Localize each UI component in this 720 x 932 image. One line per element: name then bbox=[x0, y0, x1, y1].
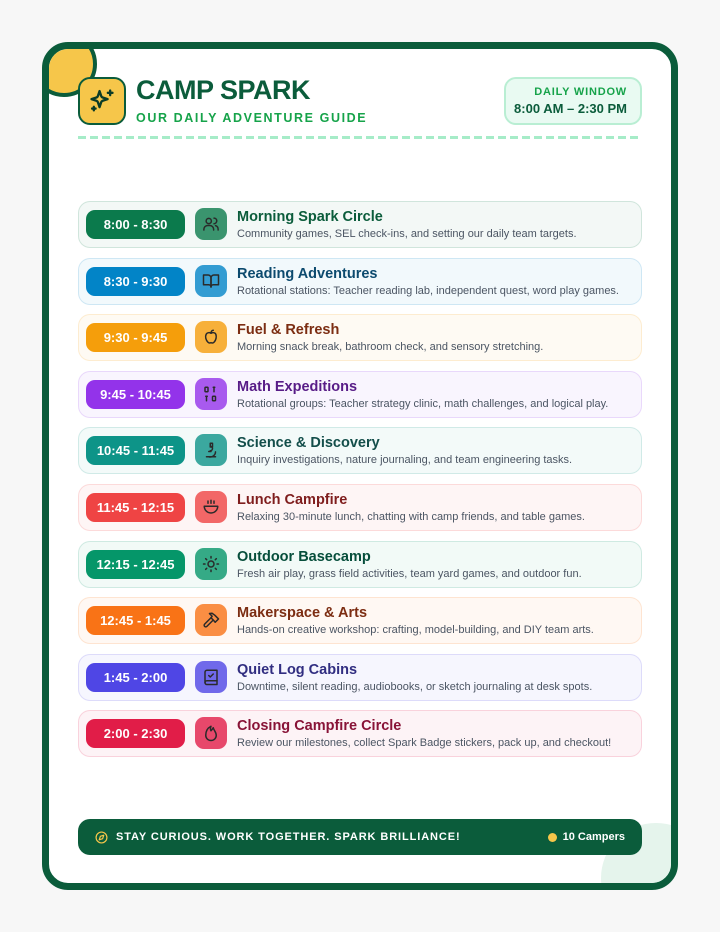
activity-title: Outdoor Basecamp bbox=[237, 548, 371, 565]
sun-icon bbox=[195, 548, 227, 580]
activity-title: Quiet Log Cabins bbox=[237, 661, 358, 678]
activity-title: Science & Discovery bbox=[237, 435, 380, 452]
activity-description: Community games, SEL check-ins, and setting our daily team targets. bbox=[237, 228, 577, 240]
time-pill: 9:30 - 9:45 bbox=[86, 323, 185, 352]
activity-title: Makerspace & Arts bbox=[237, 605, 368, 622]
page-subtitle: OUR DAILY ADVENTURE GUIDE bbox=[136, 111, 368, 125]
daily-window-label: DAILY WINDOW bbox=[534, 86, 627, 98]
time-pill: 10:45 - 11:45 bbox=[86, 436, 185, 465]
time-pill: 8:30 - 9:30 bbox=[86, 267, 185, 296]
apple-icon bbox=[195, 321, 227, 353]
footer-bar bbox=[78, 819, 642, 855]
footer-tagline: STAY CURIOUS. WORK TOGETHER. SPARK BRILLIANCE! bbox=[116, 831, 461, 843]
campers-count: 10 Campers bbox=[562, 831, 625, 843]
time-pill: 9:45 - 10:45 bbox=[86, 380, 185, 409]
time-pill: 2:00 - 2:30 bbox=[86, 719, 185, 748]
schedule-row bbox=[78, 201, 642, 248]
activity-title: Fuel & Refresh bbox=[237, 322, 340, 339]
time-pill: 1:45 - 2:00 bbox=[86, 663, 185, 692]
sparkles-icon bbox=[78, 77, 126, 125]
schedule-row bbox=[78, 597, 642, 644]
campers-dot bbox=[548, 833, 557, 842]
schedule-row bbox=[78, 710, 642, 757]
activity-description: Morning snack break, bathroom check, and sensory stretching. bbox=[237, 341, 544, 354]
flame-icon bbox=[195, 717, 227, 749]
activity-description: Relaxing 30-minute lunch, chatting with camp friends, and table games. bbox=[237, 510, 585, 523]
schedule-list bbox=[78, 201, 642, 767]
schedule-card bbox=[42, 42, 678, 890]
schedule-row bbox=[78, 371, 642, 418]
activity-description: Rotational groups: Teacher strategy clinic, math challenges, and logical play. bbox=[237, 397, 609, 410]
daily-window-badge bbox=[504, 77, 642, 125]
schedule-row bbox=[78, 258, 642, 305]
activity-title: Closing Campfire Circle bbox=[237, 718, 402, 735]
activity-description: Hands-on creative workshop: crafting, model-building, and DIY team arts. bbox=[237, 624, 594, 637]
activity-description: Inquiry investigations, nature journaling, and team engineering tasks. bbox=[237, 454, 573, 467]
activity-title: Reading Adventures bbox=[237, 265, 378, 282]
time-pill: 8:00 - 8:30 bbox=[86, 210, 185, 239]
activity-description: Fresh air play, grass field activities, team yard games, and outdoor fun. bbox=[237, 567, 582, 580]
activity-description: Rotational stations: Teacher reading lab, independent quest, word play games. bbox=[237, 284, 619, 297]
dashed-divider bbox=[78, 136, 642, 139]
hammer-icon bbox=[195, 604, 227, 636]
schedule-row bbox=[78, 484, 642, 531]
activity-description: Downtime, silent reading, audiobooks, or sketch journaling at desk spots. bbox=[237, 680, 593, 693]
schedule-row bbox=[78, 427, 642, 474]
schedule-row bbox=[78, 314, 642, 361]
schedule-row bbox=[78, 654, 642, 701]
schedule-row bbox=[78, 541, 642, 588]
book-open-icon bbox=[195, 265, 227, 297]
binary-icon bbox=[195, 378, 227, 410]
activity-title: Math Expeditions bbox=[237, 378, 358, 395]
microscope-icon bbox=[195, 434, 227, 466]
time-pill: 11:45 - 12:15 bbox=[86, 493, 185, 522]
compass-icon bbox=[95, 831, 108, 844]
activity-title: Lunch Campfire bbox=[237, 491, 348, 508]
time-pill: 12:15 - 12:45 bbox=[86, 550, 185, 579]
book-check-icon bbox=[195, 661, 227, 693]
users-icon bbox=[195, 208, 227, 240]
page-title: CAMP SPARK bbox=[136, 75, 311, 105]
soup-bowl-icon bbox=[195, 491, 227, 523]
activity-title: Morning Spark Circle bbox=[237, 209, 383, 225]
activity-description: Review our milestones, collect Spark Badge stickers, pack up, and checkout! bbox=[237, 737, 612, 750]
time-pill: 12:45 - 1:45 bbox=[86, 606, 185, 635]
daily-window-time: 8:00 AM – 2:30 PM bbox=[514, 101, 627, 116]
